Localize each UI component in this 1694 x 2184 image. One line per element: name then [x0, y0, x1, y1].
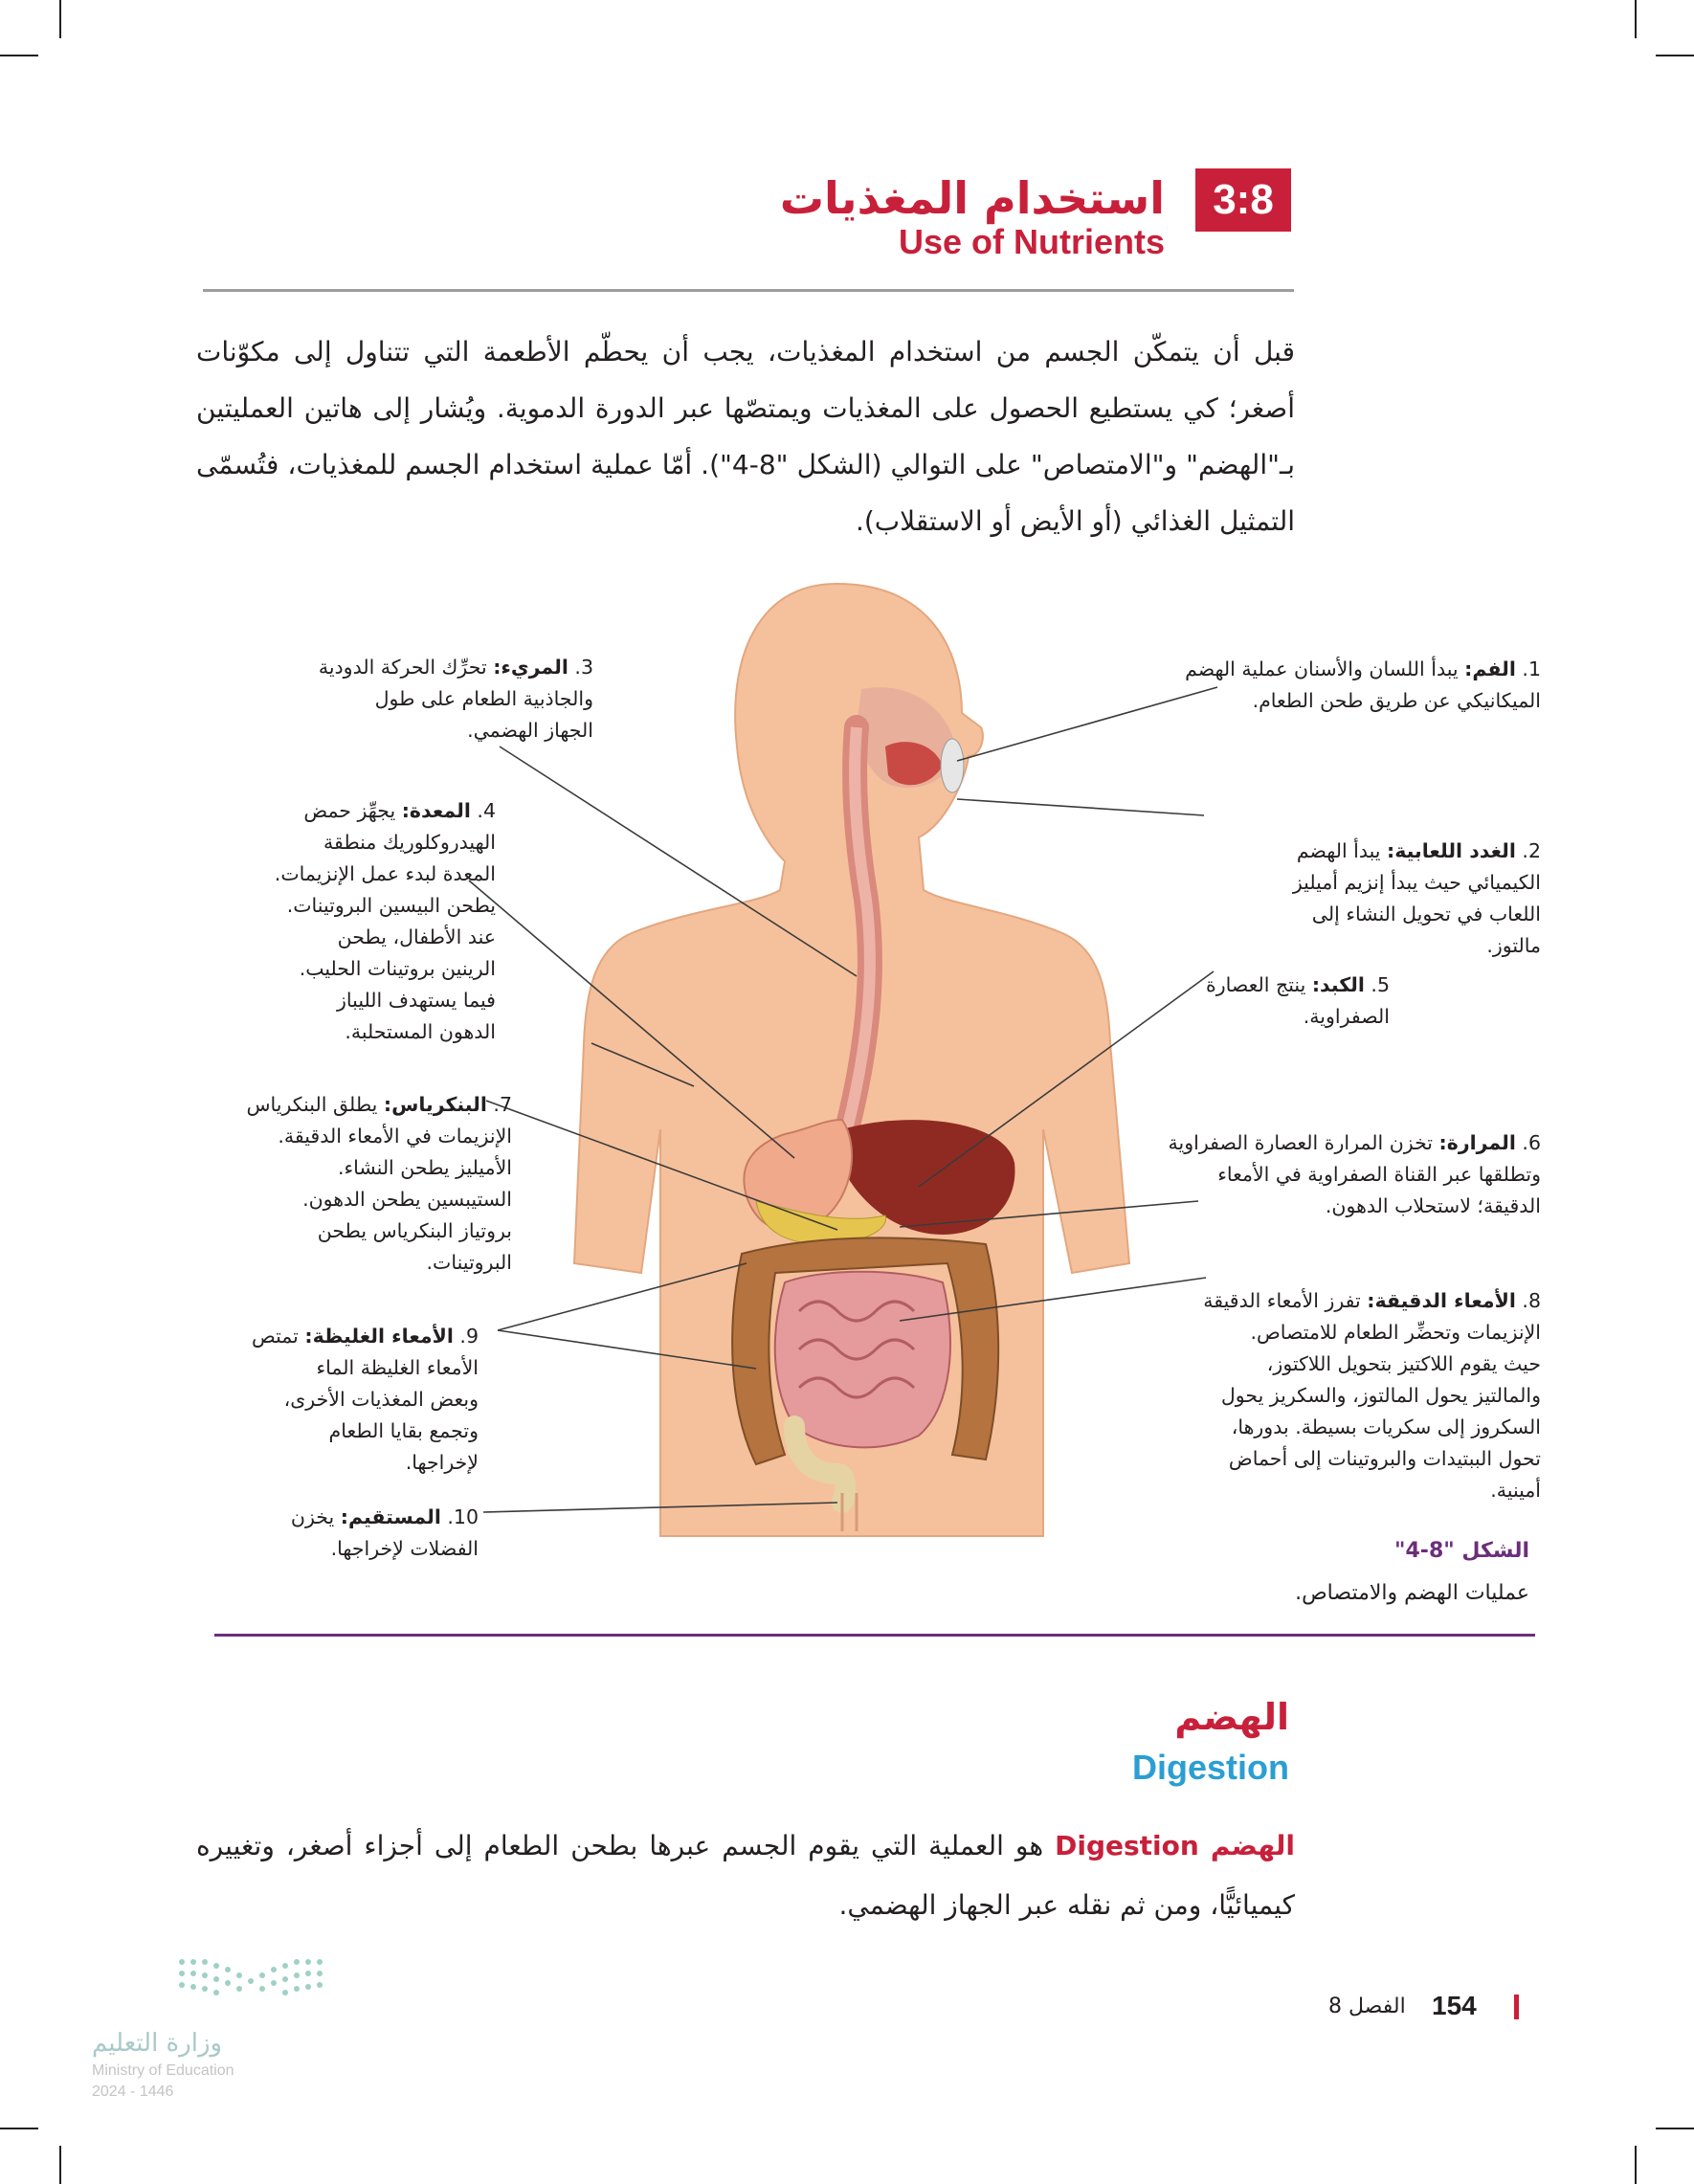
- chapter-label: الفصل 8: [1328, 1995, 1406, 2018]
- section-title-ar: استخدام المغذيات: [779, 172, 1165, 224]
- digestion-heading-ar: الهضم: [1174, 1696, 1289, 1738]
- label-large-intestine: 9. الأمعاء الغليظة: تمتص الأمعاء الغليظة الماء وبعض المغذيات الأخرى، وتجمع بقايا الطعام لإخراجها.: [252, 1325, 479, 1474]
- digestion-paragraph: [196, 1816, 1295, 1935]
- ministry-name-ar: وزارة التعليم: [92, 2029, 223, 2058]
- footer-accent-bar: [1514, 1995, 1519, 2019]
- intro-paragraph: قبل أن يتمكّن الجسم من استخدام المغذيات، يجب أن يحطّم الأطعمة التي تتناول إلى مكوّنات أصغر؛ كي يستطيع الحصول على المغذيات ويمتصّها عبر الدورة الدموية. ويُشار إلى هاتين العمليتين بـ"الهضم" و"الامتصاص" على التوالي (الشكل "8-4"). أمّا عملية استخدام الجسم للمغذيات، فتُسمّى التمثيل الغذائي (أو الأيض أو الاستقلاب).: [196, 336, 1295, 537]
- digestion-heading-en: Digestion: [1131, 1748, 1289, 1787]
- figure-title: الشكل "8-4": [1394, 1539, 1529, 1563]
- digestion-term-en: Digestion: [1055, 1830, 1199, 1861]
- label-liver: 5. الكبد: ينتج العصارة الصفراوية.: [1205, 973, 1390, 1028]
- label-rectum: 10. المستقيم: يخزن الفضلات لإخراجها.: [290, 1505, 479, 1560]
- label-small-intestine: 8. الأمعاء الدقيقة: تفرز الأمعاء الدقيقة الإنزيمات وتحضِّر الطعام للامتصاص. حيث يقوم اللاكتيز بتحويل اللاكتوز، والمالتيز يحول المالتوز، والسكريز يحول السكروز إلى سكريات بسيطة. بدورها، تحول الببتيدات والبروتينات إلى أحماض أمينية.: [1203, 1289, 1541, 1502]
- section-title-en: Use of Nutrients: [898, 222, 1165, 261]
- digestion-term-ar: الهضم: [1210, 1830, 1295, 1861]
- figure-caption: عمليات الهضم والامتصاص.: [1295, 1581, 1529, 1605]
- teeth: [941, 739, 964, 792]
- figure-divider: [214, 1634, 1535, 1637]
- label-esophagus: 3. المريء: تحرِّك الحركة الدودية والجاذبية الطعام على طول الجهاز الهضمي.: [318, 656, 593, 742]
- label-gallbladder: 6. المرارة: تخزن المرارة العصارة الصفراوية وتطلقها عبر القناة الصفراوية في الأمعاء الدقيقة؛ لاستحلاب الدهون.: [1168, 1131, 1541, 1217]
- label-stomach: 4. المعدة: يجهِّز حمض الهيدروكلوريك منطقة المعدة لبدء عمل الإنزيمات. يطحن البيسين البروتينات. عند الأطفال، يطحن الرينين بروتينات الحليب. فيما يستهدف الليباز الدهون المستحلبة.: [274, 799, 496, 1043]
- page-number: 154: [1432, 1991, 1477, 2020]
- ministry-name-en: Ministry of Education: [92, 2062, 234, 2079]
- label-salivary-glands: 2. الغدد اللعابية: يبدأ الهضم الكيميائي حيث يبدأ إنزيم أميليز اللعاب في تحويل النشاء إلى مالتوز.: [1292, 839, 1541, 957]
- label-mouth: 1. الفم: يبدأ اللسان والأسنان عملية الهضم الميكانيكي عن طريق طحن الطعام.: [1185, 657, 1541, 712]
- edition-year: 2024 - 1446: [92, 2084, 174, 2100]
- label-pancreas: 7. البنكرياس: يطلق البنكرياس الإنزيمات في الأمعاء الدقيقة. الأميليز يطحن النشاء. الستيبسين يطحن الدهون. بروتياز البنكرياس يطحن البروتينات.: [246, 1093, 512, 1274]
- section-number: 3:8: [1195, 168, 1291, 232]
- digestion-definition: هو العملية التي يقوم الجسم عبرها بطحن الطعام إلى أجزاء أصغر، وتغييره كيميائيًّا، ومن ثم نقله عبر الجهاز الهضمي.: [196, 1830, 1295, 1921]
- ministry-logo-icon: [172, 1952, 335, 2010]
